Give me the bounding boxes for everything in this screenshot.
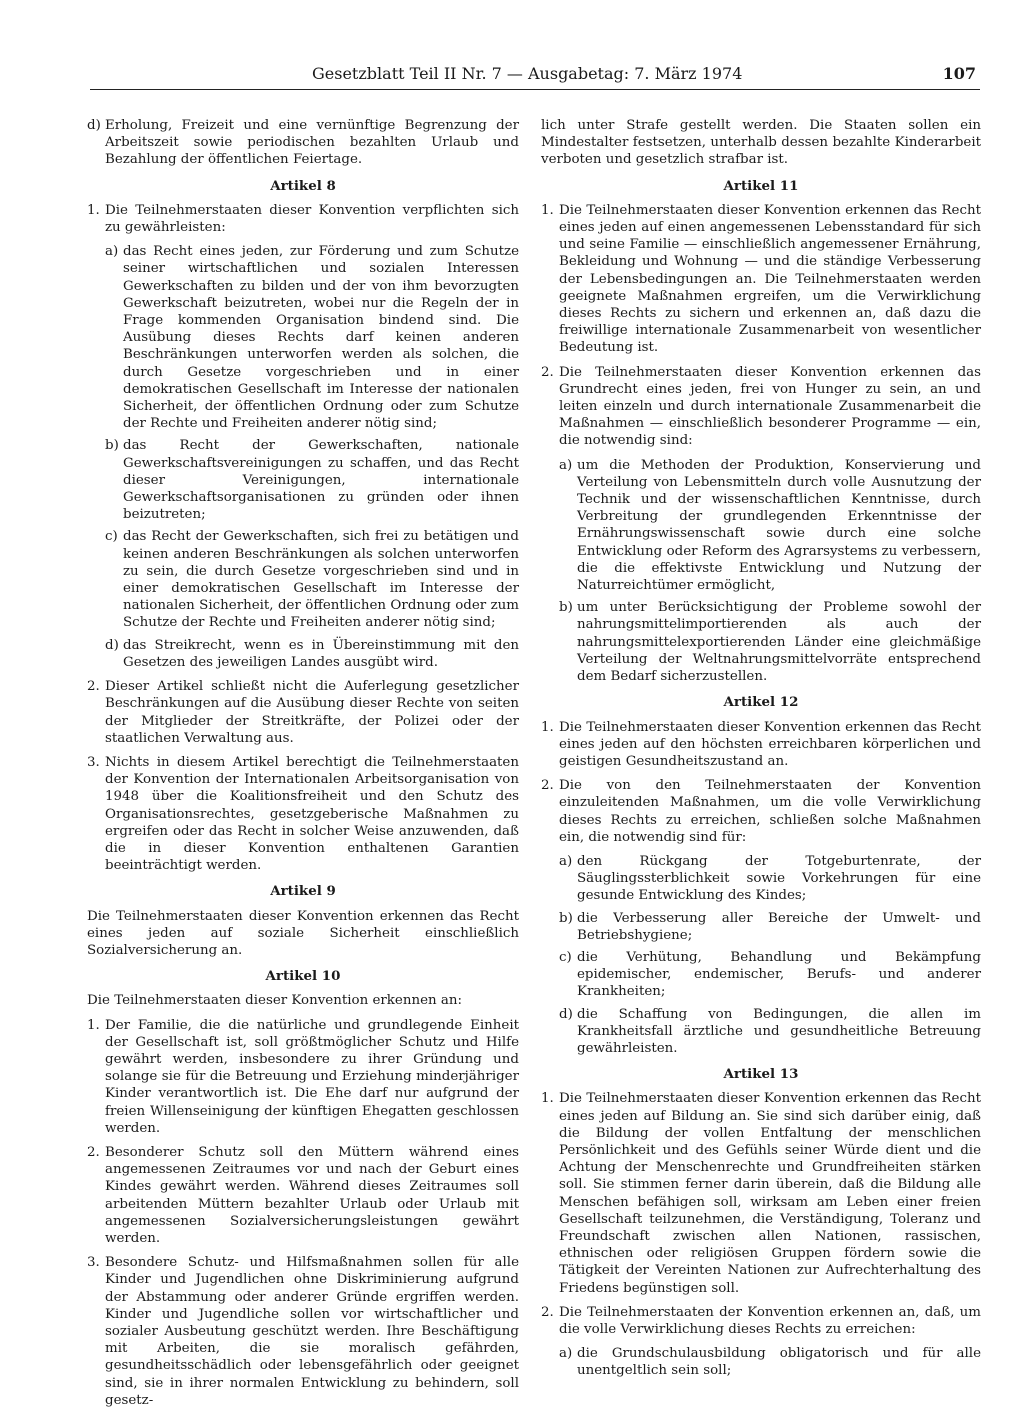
paragraph-item [87, 678, 519, 747]
paragraph-item [541, 202, 981, 357]
list-item [559, 949, 981, 1001]
item-marker: c) [105, 529, 118, 545]
article-heading: Artikel 9 [270, 883, 336, 900]
item-marker: 3. [87, 754, 100, 770]
paragraph: Die Teilnehmerstaaten dieser Konvention erkennen das Recht eines jeden auf soziale Sicherheit einschließlich Sozialversicherung an. [87, 908, 519, 958]
item-text: Die Teilnehmerstaaten dieser Konvention verpflichten sich zu gewährleisten: [105, 202, 519, 236]
item-text: Der Familie, die die natürliche und grundlegende Einheit der Gesellschaft ist, soll größtmöglicher Schutz und Hilfe gewährt werden, insbesondere zu ihrer Gründung und solange sie für die Betreuung und Erziehung minderjähriger Kinder verantwortlich ist. Die Ehe darf nur aufgrund der freien Willenseinigung der künftigen Ehegatten geschlossen werden. [105, 1017, 519, 1136]
page-number: 107 [942, 64, 976, 83]
item-marker: 2. [541, 778, 554, 794]
item-marker: a) [559, 457, 573, 473]
item-marker: b) [105, 438, 119, 454]
item-text: das Streikrecht, wenn es in Übereinstimmung mit den Gesetzen des jeweiligen Landes ausgübt wird. [123, 637, 519, 670]
item-marker: 3. [87, 1255, 100, 1271]
sub-list [87, 243, 519, 671]
item-marker: 1. [541, 202, 554, 218]
item-marker: a) [559, 853, 573, 869]
list-item [105, 437, 519, 523]
paragraph-item [541, 364, 981, 450]
item-text: Nichts in diesem Artikel berechtigt die Teilnehmerstaaten der Konvention der Internationalen Arbeitsorganisation von 1948 über die Koalitionsfreiheit und den Schutz des Organisationsrechtes, gesetzgeberische Maßnahmen zu ergreifen oder das Recht in solcher Weise anzuwenden, daß die in dieser Konvention enthaltenen Garantien beeinträchtigt werden. [105, 754, 519, 874]
item-marker: 1. [541, 1091, 554, 1107]
paragraph-item [87, 1017, 519, 1137]
item-marker: 1. [87, 202, 100, 218]
list-item [105, 637, 519, 671]
item-text: Die Teilnehmerstaaten dieser Konvention erkennen das Recht eines jeden auf Bildung an. Sie sind sich darüber einig, daß die Bildung der vollen Entfaltung der menschlichen Persönlichkeit und des Gefühls seiner Würde dient und die Achtung der Menschenrechte und Grundfreiheiten stärken soll. Sie stimmen ferner darin überein, daß die Bildung alle Menschen befähigen soll, wirksam am Leben einer freien Gesellschaft teilzunehmen, die Verständigung, Toleranz und Freundschaft zwischen allen Nationen, rassischen, ethnischen oder religiösen Gruppen fördern sowie die Tätigkeit der Vereinten Nationen zur Aufrechterhaltung des Friedens begünstigen soll. [559, 1091, 981, 1296]
item-text: Besondere Schutz- und Hilfsmaßnahmen sollen für alle Kinder und Jugendlichen ohne Diskriminierung aufgrund der Abstammung oder anderer Gründe ergriffen werden. Kinder und Jugendliche sollen vor wirtschaftlicher und sozialer Ausbeutung geschützt werden. Ihre Beschäftigung mit Arbeiten, die sie moralisch gefährden, gesundheitsschädlich oder lebensgefährlich oder geeignet sind, sie in ihrer normalen Entwicklung zu behindern, soll gesetz- [105, 1255, 519, 1408]
header-title: Gesetzblatt Teil II Nr. 7 — Ausgabetag: 7. März 1974 [312, 64, 743, 83]
item-text: Die Teilnehmerstaaten dieser Konvention erkennen das Grundrecht eines jeden, frei von Hunger zu sein, an und leiten einzeln und durch internationale Zusammenarbeit die Maßnahmen — einschließlich besonderer Programme — ein, die notwendig sind: [559, 364, 981, 449]
item-marker: d) [105, 637, 119, 653]
item-marker: d) [559, 1006, 573, 1022]
item-text: Besonderer Schutz soll den Müttern während eines angemessenen Zeitraumes vor und nach der Geburt eines Kindes gewährt werden. Während dieses Zeitraumes soll arbeitenden Müttern bezahlter Urlaub oder Urlaub mit angemessenen Sozialversicherungsleistungen gewährt werden. [105, 1144, 519, 1246]
item-marker: 2. [541, 1304, 554, 1320]
item-marker: a) [559, 1346, 573, 1362]
list-item [559, 853, 981, 905]
item-text: Dieser Artikel schließt nicht die Auferlegung gesetzlicher Beschränkungen auf die Ausübung dieser Rechte von seiten der Mitglieder der Streitkräfte, der Polizei oder der staatlichen Verwaltung aus. [105, 679, 519, 746]
article-heading: Artikel 10 [265, 968, 341, 985]
item-text: um unter Berücksichtigung der Probleme sowohl der nahrungsmittelimportierenden als auch der nahrungsmittelexportierenden Länder eine gleichmäßige Verteilung der Weltnahrungsmittelvorräte entsprechend dem Bedarf sicherzustellen. [577, 600, 981, 685]
left-column [87, 117, 519, 1416]
item-text: die Verhütung, Behandlung und Bekämpfung epidemischer, endemischer, Berufs- und anderer Krankheiten; [577, 949, 981, 1000]
item-text: um die Methoden der Produktion, Konservierung und Verteilung von Lebensmitteln durch volle Ausnutzung der Technik und der wissenschaftlichen Kenntnisse, durch Verbreitung der grundlegenden Erkenntnisse der Ernährungswissenschaft sowie durch eine solche Entwicklung oder Reform des Agrarsystems zu verbessern, die die effektivste Entwicklung und Nutzung der Naturreichtümer ermöglicht, [577, 457, 981, 594]
item-marker: d) [87, 118, 101, 133]
item-text: Die von den Teilnehmerstaaten der Konvention einzuleitenden Maßnahmen, um die volle Verwirklichung dieses Rechts zu erreichen, schließen solche Maßnahmen ein, die notwendig sind für: [559, 778, 981, 845]
item-text: die Grundschulausbildung obligatorisch und für alle unentgeltlich sein soll; [577, 1346, 981, 1379]
paragraph-item [87, 1144, 519, 1247]
item-text: den Rückgang der Totgeburtenrate, der Säuglingssterblichkeit sowie Vorkehrungen für eine gesunde Entwicklung des Kindes; [577, 853, 981, 904]
item-text: Die Teilnehmerstaaten dieser Konvention erkennen das Recht eines jeden auf den höchsten erreichbaren körperlichen und geistigen Gesundheitszustand an. [559, 719, 981, 769]
list-item [559, 1345, 981, 1379]
paragraph-item [541, 1304, 981, 1338]
list-item [87, 117, 519, 169]
list-item [559, 457, 981, 595]
paragraph-item [87, 202, 519, 236]
list-item [105, 243, 519, 432]
continued-paragraph: lich unter Strafe gestellt werden. Die Staaten sollen ein Mindestalter festsetzen, unterhalb dessen bezahlte Kinderarbeit verboten und gesetzlich strafbar ist. [541, 118, 981, 168]
paragraph-item [541, 719, 981, 771]
item-text: das Recht der Gewerkschaften, nationale Gewerkschaftsvereinigungen zu schaffen, und das Recht dieser Vereinigungen, internationale Gewerkschaftsorganisationen zu gründen oder ihnen beizutreten; [123, 438, 519, 523]
paragraph-item [541, 777, 981, 846]
item-marker: b) [559, 600, 573, 616]
list-item [105, 528, 519, 631]
right-column [541, 117, 981, 1387]
item-marker: 2. [87, 1144, 100, 1160]
article-heading: Artikel 8 [270, 177, 336, 194]
item-text: das Recht eines jeden, zur Förderung und zum Schutze seiner wirtschaftlichen und sozialen Interessen Gewerkschaften zu bilden und der von ihm bevorzugten Gewerkschaft beizutreten, wobei nur die Regeln der in Frage kommenden Organisation bindend sind. Die Ausübung dieses Rechts darf keinen anderen Beschränkungen unterworfen werden als solchen, die durch Gesetze vorgeschrieben und in einer demokratischen Gesellschaft im Interesse der nationalen Sicherheit, der öffentlichen Ordnung oder zum Schutze der Rechte und Freiheiten anderer nötig sind; [123, 244, 519, 432]
item-marker: 1. [87, 1017, 100, 1033]
paragraph-item [87, 1254, 519, 1409]
sub-list [541, 853, 981, 1057]
item-text: Die Teilnehmerstaaten der Konvention erkennen an, daß, um die volle Verwirklichung dieses Rechts zu erreichen: [559, 1304, 981, 1337]
item-text: das Recht der Gewerkschaften, sich frei zu betätigen und keinen anderen Beschränkungen als solchen unterworfen zu sein, die durch Gesetze vorgeschrieben sind und in einer demokratischen Gesellschaft im Interesse der nationalen Sicherheit, der öffentlichen Ordnung oder zum Schutze der Rechte und Freiheiten anderer nötig sind; [123, 529, 519, 631]
item-text: die Verbesserung aller Bereiche der Umwelt- und Betriebshygiene; [577, 910, 981, 943]
item-text: Erholung, Freizeit und eine vernünftige Begrenzung der Arbeitszeit sowie periodischen bezahlten Urlaub und Bezahlung der öffentlichen Feiertage. [105, 118, 519, 168]
item-marker: c) [559, 949, 572, 965]
list-item [559, 1006, 981, 1058]
list-item [559, 599, 981, 685]
item-marker: 2. [541, 364, 554, 380]
item-text: Die Teilnehmerstaaten dieser Konvention erkennen das Recht eines jeden auf einen angemessenen Lebensstandard für sich und seine Familie — einschließlich angemessener Ernährung, Bekleidung und Wohnung — und die ständige Verbesserung der Lebensbedingungen an. Die Teilnehmerstaaten werden geeignete Maßnahmen ergreifen, um die Verwirklichung dieses Rechts zu sichern und erkennen an, daß dazu die freiwillige internationale Zusammenarbeit von wesentlicher Bedeutung ist. [559, 202, 981, 356]
page-header [90, 64, 980, 94]
header-rule [90, 89, 980, 90]
paragraph-item [541, 1090, 981, 1296]
list-item [559, 910, 981, 944]
article-heading: Artikel 11 [723, 177, 799, 194]
sub-list [541, 1345, 981, 1379]
item-marker: 1. [541, 719, 554, 735]
paragraph-item [87, 754, 519, 874]
article-heading: Artikel 12 [723, 694, 799, 711]
item-marker: a) [105, 244, 119, 260]
item-text: die Schaffung von Bedingungen, die allen im Krankheitsfall ärztliche und gesundheitliche Betreuung gewährleisten. [577, 1006, 981, 1056]
paragraph: Die Teilnehmerstaaten dieser Konvention erkennen an: [87, 993, 463, 1009]
sub-list [541, 457, 981, 686]
item-marker: 2. [87, 679, 100, 695]
article-heading: Artikel 13 [723, 1066, 799, 1083]
item-marker: b) [559, 910, 573, 926]
